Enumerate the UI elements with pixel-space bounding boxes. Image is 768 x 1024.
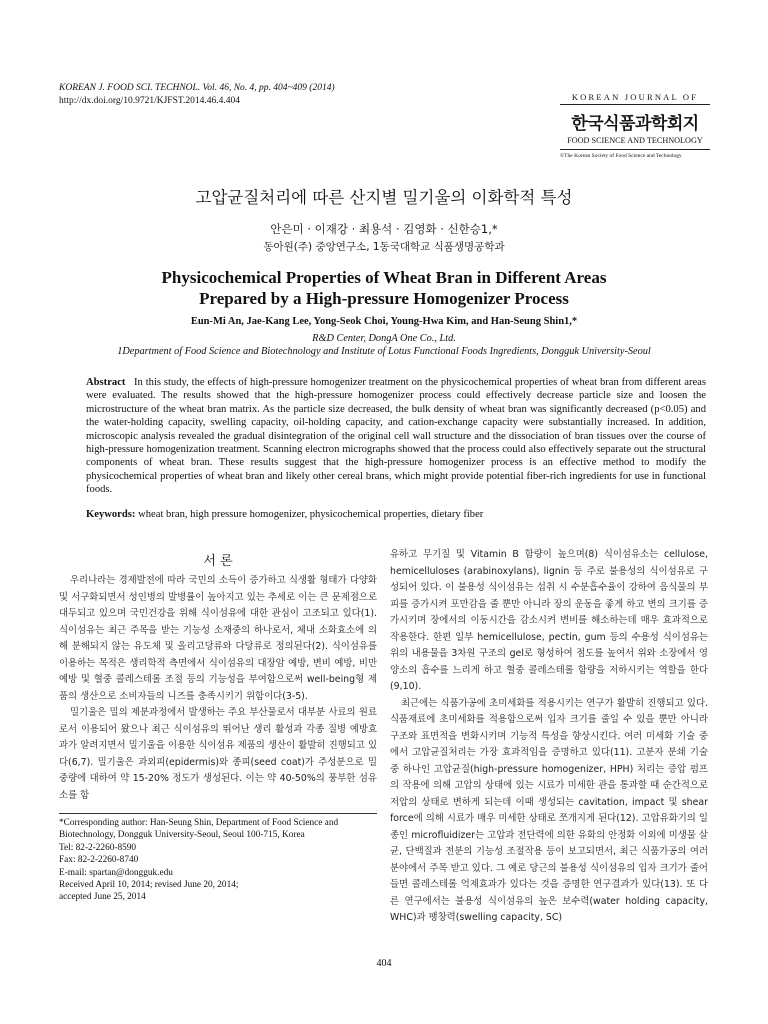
section-heading: 서 론	[203, 554, 233, 569]
received-date: Received April 10, 2014; revised June 20, 2014;	[59, 880, 239, 891]
footnote	[59, 817, 377, 904]
abstract-text: In this study, the effects of high-pressure homogenizer treatment on the physicochemical properties of wheat bran from different areas were evaluated. The results showed that the high-pressure homogenizer process could effectively decrease particle size and loosen the microstructure of the wheat bran matrix. As the particle size decreased, the bulk density of wheat bran was significantly decreased (p<0.05) and the water-holding capacity, swelling capacity, oil-holding capacity, and cation-exchange capacity were substantially increased. In addition, microscopic analysis revealed the gradual disintegration of the original cell wall structure and the dissociation of bran tissues over the course of high-pressure homogenization treatment. Scanning electron micrographs showed that the process could also effectively separate out the structural components of wheat bran. These results suggest that the high-pressure homogenizer process is an effective method to modify the physicochemical properties of wheat bran and likely other cereal brans, which might provide potential fiber-rich ingredients for use in functional foods.	[86, 377, 706, 496]
abstract	[86, 376, 706, 497]
keywords-text: wheat bran, high pressure homogenizer, physicochemical properties, dietary fiber	[138, 509, 484, 520]
telephone: Tel: 82-2-2260-8590	[59, 842, 137, 853]
accepted-date: accepted June 25, 2014	[59, 892, 146, 903]
fax: Fax: 82-2-2260-8740	[59, 855, 139, 866]
journal-citation: KOREAN J. FOOD SCI. TECHNOL. Vol. 46, No. 4, pp. 404~409 (2014)	[59, 83, 335, 93]
title-korean: 고압균질처리에 따른 산지별 밀기울의 이화학적 특성	[195, 188, 573, 207]
paragraph: 우리나라는 경제발전에 따라 국민의 소득이 증가하고 식생활 형태가 다양화 및 서구화되면서 성인병의 발병률이 높아지고 있는 추세로 이는 큰 문제점으로 대두되고 있으며 국민건강을 위해 식이섬유에 대한 관심이 고조되고 있다(1). 식이섬유는 최근 주목을 받는 기능성 소재중의 하나로서, 체내 소화효소에 의해 분해되지 않는 유도체 및 올리고당류와 다당류로 정의된다(2). 식이섬유를 이용하는 목적은 생리학적 측면에서 식이섬유의 대장암 예방, 변비 예방, 비만 예방 및 혈중 콜레스테롤 조절 등의 기능성을 부여함으로써 well-being형 제품의 생산으로 소비자들의 니즈를 충족시키기 위함이다(3-5).	[59, 575, 377, 702]
authors-korean: 안은미 · 이재강 · 최용석 · 김영화 · 신한승1,*	[270, 222, 498, 236]
journal-copyright: ©The Korean Society of Food Science and Technology	[560, 153, 682, 159]
affiliation-center: R&D Center, DongA One Co., Ltd.	[312, 333, 456, 344]
journal-name-en: KOREAN JOURNAL OF	[560, 92, 710, 105]
doi-link[interactable]: http://dx.doi.org/10.9721/KJFST.2014.46.4.404	[59, 96, 240, 106]
paragraph: 밀기울은 밀의 제분과정에서 발생하는 주요 부산물로서 대부분 사료의 원료로서 이용되어 왔으나 최근 식이섬유의 뛰어난 생리 활성과 각종 질병 예방효과가 알려지면서 밀기울을 이용한 식이섬유 제품의 생산이 활발히 진행되고 있다(6,7). 밀기울은 과외피(epidermis)와 종피(seed coat)가 주성분으로 밀중량에 대하여 약 15-20% 정도가 생성된다. 이는 약 40-50%의 풍부한 섬유소를 함	[59, 707, 377, 801]
corresponding-author: *Corresponding author: Han-Seung Shin, Department of Food Science and Biotechnology, Dongguk University-Seoul, Seoul 100-715, Korea	[59, 818, 339, 841]
affiliation-department: 1Department of Food Science and Biotechnology and Institute of Lotus Functional Foods Ingredients, Dongguk University-Seoul	[117, 346, 651, 357]
journal-name-kr: 한국식품과학회지	[571, 114, 699, 134]
journal-logo	[560, 92, 710, 159]
footnote-divider	[59, 813, 377, 814]
journal-header	[59, 82, 335, 108]
abstract-label: Abstract	[86, 377, 126, 388]
title-english	[0, 267, 768, 309]
keywords-label: Keywords:	[86, 509, 136, 520]
journal-name-en-2: FOOD SCIENCE AND TECHNOLOGY	[560, 136, 710, 150]
title-english-line-1: Physicochemical Properties of Wheat Bran in Different Areas	[161, 268, 607, 287]
paragraph: 최근에는 식품가공에 초미세화를 적용시키는 연구가 활발히 진행되고 있다. 식품재료에 초미세화를 적용함으로써 입자 크기를 줄일 수 있을 뿐만 아니라 구조와 표면적을 변화시키며 기능적 특성을 향상시킨다. 여러 미세화 기술 중에서 고압균질처리는 가장 효과적임을 증명하고 있다(11). 고분자 분쇄 기술 중 하나인 고압균질(high-pressure homogenizer, HPH) 처리는 증압 펌프의 작용에 의해 고압의 상태에 있는 시료가 미세한 관을 통과할 때 순간적으로 저압의 상태로 변하게 되는데 이때 생성되는 cavitation, impact 및 shear force에 의해 시료가 매우 미세한 상태로 쪼개지게 된다(12). 고압유화기의 일종인 microfluidizer는 고압과 전단력에 의한 유화의 안정화 이외에 미생물 살균, 단백질과 전분의 기능성 조절작용 등이 보고되면서, 최근 식품가공의 여러 분야에서 주목 받고 있다. 그 예로 당근의 불용성 식이섬유의 입자 크기가 줄어들면 콜레스테롤 억제효과가 있다는 것을 증명한 연구결과가 있다(13). 또 다른 연구에서는 불용성 식이섬유의 높은 보수력(water holding capacity, WHC)과 팽창력(swelling capacity, SC)	[390, 697, 708, 923]
body-column-left	[59, 573, 377, 804]
email[interactable]: E-mail: spartan@dongguk.edu	[59, 867, 173, 878]
keywords	[86, 509, 706, 520]
page-number: 404	[376, 958, 392, 969]
authors-english: Eun-Mi An, Jae-Kang Lee, Yong-Seok Choi, Young-Hwa Kim, and Han-Seung Shin1,*	[190, 316, 578, 327]
affiliation-korean: 동아원(주) 중앙연구소, 1동국대학교 식품생명공학과	[263, 241, 505, 253]
paragraph: 유하고 무기질 및 Vitamin B 함량이 높으며(8) 식이섬유소는 cellulose, hemicelluloses (arabinoxylans), lignin 등 주로 불용성의 식이섬유로 구성되어 있다. 이 불용성 식이섬유는 섭취 시 수분흡수율이 강하여 음식물의 부피를 증가시켜 포만감을 줄 뿐만 아니라 장의 운동을 좋게 하고 변의 크기를 증가시키며 장에서의 이동시간을 감소시켜 변비를 해소하는데 매우 효과적으로 작용한다. 한편 일부 hemicellulose, pectin, gum 등의 수용성 식이섬유는 위의 내용물을 3차원 구조의 gel로 형성하여 점도를 높여서 위와 소장에서 영양소의 흡수를 느리게 하고 혈중 콜레스테롤 함량을 저하시키는 역할을 한다(9,10).	[390, 549, 708, 692]
body-column-right	[390, 547, 708, 927]
title-english-line-2: Prepared by a High-pressure Homogenizer Process	[199, 289, 569, 308]
